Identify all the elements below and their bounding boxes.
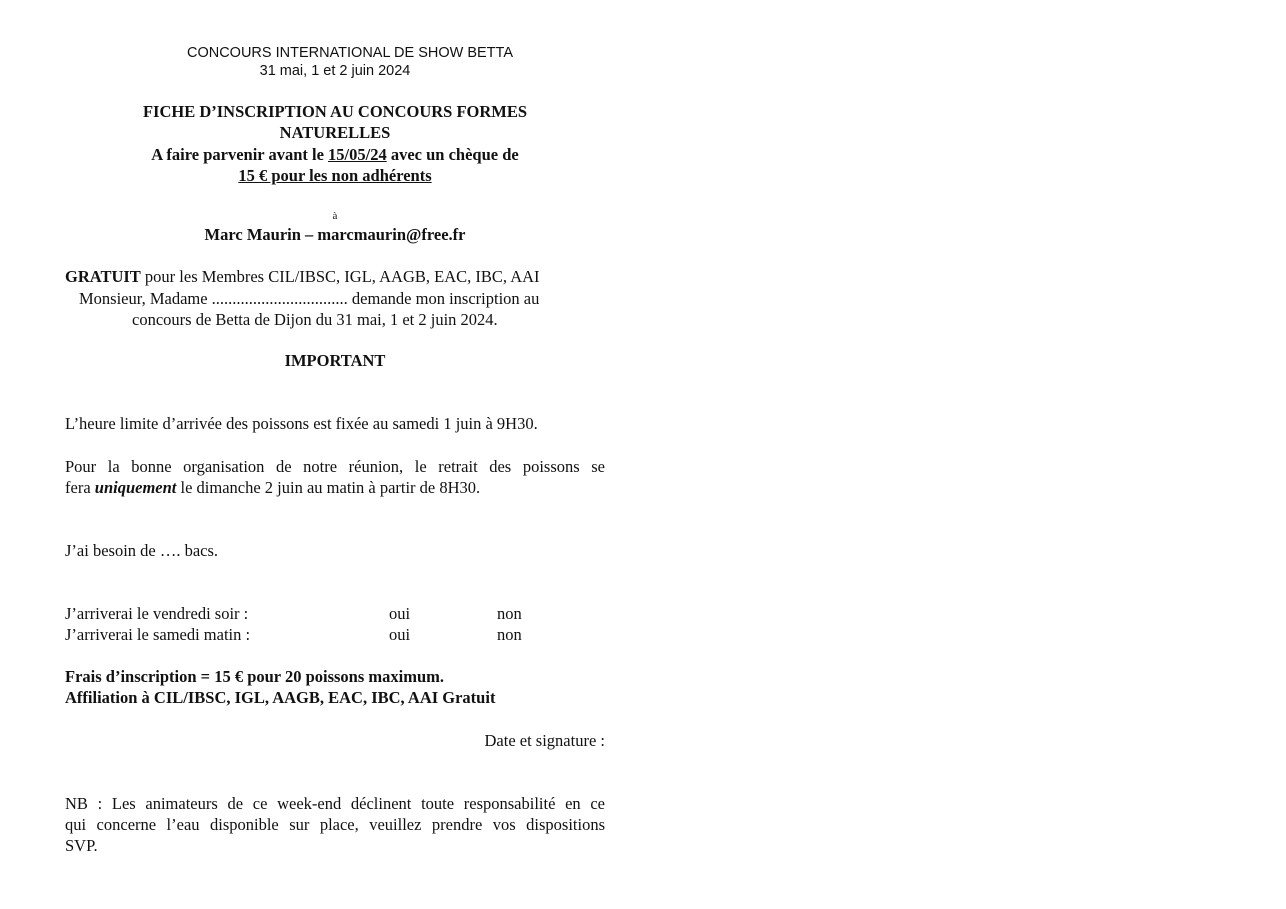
withdraw-post: le dimanche 2 juin au matin à partir de 8H30. xyxy=(176,478,481,497)
header-dates: 31 mai, 1 et 2 juin 2024 xyxy=(259,63,411,79)
arrival-deadline: L’heure limite d’arrivée des poissons est fixée au samedi 1 juin à 9H30. xyxy=(65,414,538,433)
form-title-line1: FICHE D’INSCRIPTION AU CONCOURS FORMES xyxy=(142,102,528,121)
attendance-saturday-yes[interactable]: oui xyxy=(389,625,411,644)
recipient-to: à xyxy=(332,210,338,222)
deadline-date: 15/05/24 xyxy=(328,145,387,164)
intro-free-members xyxy=(65,266,540,287)
deadline-post: avec un chèque de xyxy=(386,145,519,164)
attendance-saturday-no[interactable]: non xyxy=(497,625,522,644)
note-line2: qui concerne l’eau disponible sur place, veuillez prendre vos dispositions xyxy=(65,815,605,834)
attendance-friday-label: J’arriverai le vendredi soir : xyxy=(65,604,249,623)
fees-line1: Frais d’inscription = 15 € pour 20 poissons maximum. xyxy=(65,667,445,686)
fees-line2: Affiliation à CIL/IBSC, IGL, AAGB, EAC, IBC, AAI Gratuit xyxy=(65,688,496,707)
free-label: GRATUIT xyxy=(65,267,141,286)
note-line1: NB : Les animateurs de ce week-end déclinent toute responsabilité en ce xyxy=(65,794,605,813)
free-rest: pour les Membres CIL/IBSC, IGL, AAGB, EAC, IBC, AAI xyxy=(140,267,540,286)
withdraw-line2 xyxy=(65,477,480,498)
withdraw-pre: fera xyxy=(65,478,95,497)
withdraw-emphasis: uniquement xyxy=(94,478,177,497)
note-line3: SVP. xyxy=(65,836,98,855)
deadline-pre: A faire parvenir avant le xyxy=(151,145,329,164)
signature-label: Date et signature : xyxy=(484,731,605,750)
form-title-fee: 15 € pour les non adhérents xyxy=(238,166,432,185)
intro-contest-line: concours de Betta de Dijon du 31 mai, 1 et 2 juin 2024. xyxy=(132,310,498,329)
intro-registration-line: Monsieur, Madame ................................. demande mon inscription au xyxy=(79,289,540,308)
important-heading: IMPORTANT xyxy=(284,351,386,370)
header-title: CONCOURS INTERNATIONAL DE SHOW BETTA xyxy=(186,45,513,61)
withdraw-line1: Pour la bonne organisation de notre réunion, le retrait des poissons se xyxy=(65,457,605,476)
recipient-name-email: Marc Maurin – marcmaurin@free.fr xyxy=(204,225,466,244)
attendance-friday-no[interactable]: non xyxy=(497,604,522,623)
form-title-line2: NATURELLES xyxy=(279,123,391,142)
attendance-saturday-label: J’arriverai le samedi matin : xyxy=(65,625,251,644)
attendance-friday-yes[interactable]: oui xyxy=(389,604,411,623)
form-title-deadline xyxy=(65,144,605,165)
tanks-needed: J’ai besoin de …. bacs. xyxy=(65,541,219,560)
